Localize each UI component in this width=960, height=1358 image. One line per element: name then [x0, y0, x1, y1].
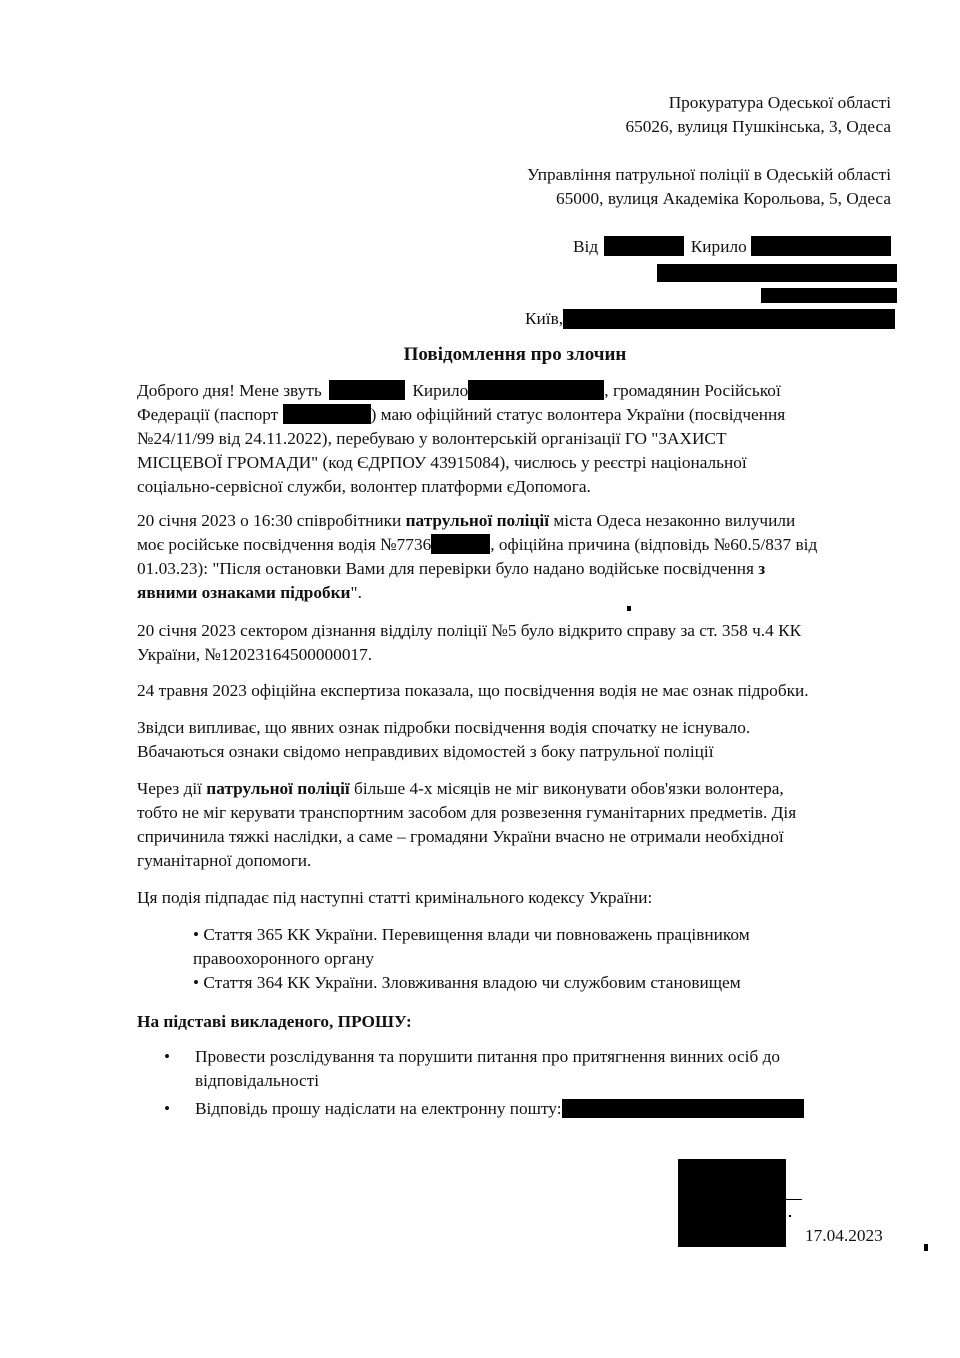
request-item-reply [164, 1097, 884, 1121]
conclusion-paragraph [137, 716, 897, 764]
case-text: 20 січня 2023 сектором дізнання відділу поліції №5 було відкрито справу за ст. 358 ч.4 КК [137, 621, 802, 640]
addressee-prosecutor-address: 65026, вулиця Пушкінська, 3, Одеса [625, 117, 891, 136]
redacted-contact [563, 309, 895, 329]
seizure-paragraph [137, 509, 897, 605]
intro-text: МІСЦЕВОЇ ГРОМАДИ" (код ЄДРПОУ 43915084), числюсь у реєстрі національної [137, 453, 747, 472]
intro-first-name: Кирило [412, 381, 469, 400]
request-item-investigation [164, 1045, 884, 1093]
seizure-text: 20 січня 2023 о 16:30 співробітники [137, 511, 406, 530]
redacted-address-line-1 [657, 264, 897, 282]
consequences-text: тобто не міг керувати транспортним засобом для розвезення гуманітарних предметів. Дія [137, 803, 797, 822]
redacted-signature [678, 1159, 786, 1247]
patrol-police-emphasis: патрульної поліції [405, 511, 550, 530]
signature-dot [789, 1215, 791, 1217]
conclusion-text: Звідси випливає, що явних ознак підробки посвідчення водія спочатку не існувало. [137, 718, 751, 737]
redacted-license-number [431, 534, 490, 554]
intro-text: №24/11/99 від 24.11.2022), перебуваю у волонтерській організації ГО "ЗАХИСТ [137, 429, 727, 448]
article-365-continued: правоохоронного органу [193, 949, 375, 968]
patrol-police-emphasis: патрульної поліції [206, 779, 350, 798]
request-text [195, 1045, 875, 1093]
intro-text: Доброго дня! Мене звуть [137, 381, 322, 400]
forgery-emphasis: явними ознаками підробки [137, 583, 351, 602]
request-heading: На підставі викладеного, ПРОШУ: [137, 1012, 412, 1031]
case-text: України, №12023164500000017. [137, 645, 373, 664]
redacted-surname [604, 236, 684, 256]
redacted-email [562, 1099, 804, 1118]
addressee-police-address: 65000, вулиця Академіка Корольова, 5, Одеса [555, 189, 891, 208]
from-label: Від [573, 237, 599, 256]
request-text [195, 1097, 875, 1121]
intro-text: Федерації (паспорт [137, 405, 279, 424]
city-line [525, 307, 895, 331]
consequences-text: Через дії [137, 779, 207, 798]
consequences-text: гуманітарної допомоги. [137, 851, 312, 870]
sender-line [573, 235, 891, 259]
seizure-text: , офіційна причина (відповідь №60.5/837 від [490, 535, 818, 554]
intro-text: соціально-сервісної служби, волонтер платформи єДопомога. [137, 477, 591, 496]
document-title: Повідомлення про злочин [403, 344, 627, 365]
redacted-patronymic [468, 380, 604, 400]
city-label: Київ, [525, 309, 564, 328]
article-365: • Стаття 365 КК України. Перевищення влади чи повноважень працівником [193, 925, 750, 944]
intro-paragraph [137, 379, 897, 499]
conclusion-text: Вбачаються ознаки свідомо неправдивих відомостей з боку патрульної поліції [137, 742, 714, 761]
redacted-address-line-2 [761, 288, 897, 303]
request-line: відповідальності [195, 1071, 320, 1090]
article-364: • Стаття 364 КК України. Зловживання владою чи службовим становищем [193, 973, 741, 992]
intro-text: , громадянин Російської [604, 381, 781, 400]
request-line: Відповідь прошу надіслати на електронну пошту: [195, 1099, 562, 1118]
stray-mark [627, 606, 631, 611]
signature-line [786, 1199, 802, 1200]
articles-intro: Ця подія підпадає під наступні статті кримінального кодексу України: [137, 888, 653, 907]
seizure-text: моє російське посвідчення водія №7736 [137, 535, 432, 554]
stray-mark [924, 1244, 928, 1251]
sender-first-name: Кирило [690, 237, 747, 256]
forgery-emphasis: з [758, 559, 766, 578]
consequences-text: спричинила тяжкі наслідки, а саме – громадяни України вчасно не отримали необхідної [137, 827, 784, 846]
seizure-text: міста Одеса незаконно вилучили [549, 511, 796, 530]
intro-text: ) маю офіційний статус волонтера України (посвідчення [370, 405, 786, 424]
redacted-patronymic [751, 236, 891, 256]
case-paragraph [137, 619, 897, 667]
seizure-text: ". [350, 583, 362, 602]
consequences-paragraph [137, 777, 897, 873]
consequences-text: більше 4-х місяців не міг виконувати обов'язки волонтера, [349, 779, 784, 798]
seizure-quote: 01.03.23): "Після остановки Вами для перевірки було надано водійське посвідчення [137, 559, 759, 578]
articles-list [193, 923, 853, 995]
request-line: Провести розслідування та порушити питання про притягнення винних осіб до [195, 1047, 781, 1066]
redacted-passport [283, 404, 371, 424]
addressee-prosecutor-name: Прокуратура Одеської області [668, 93, 891, 112]
bullet-icon: • [164, 1047, 171, 1066]
expertise-paragraph: 24 травня 2023 офіційна експертиза показала, що посвідчення водія не має ознак підробки. [137, 681, 809, 700]
document-date: 17.04.2023 [805, 1226, 883, 1245]
redacted-surname [329, 380, 405, 400]
bullet-icon: • [164, 1099, 171, 1118]
addressee-police-name: Управління патрульної поліції в Одеській області [527, 165, 891, 184]
